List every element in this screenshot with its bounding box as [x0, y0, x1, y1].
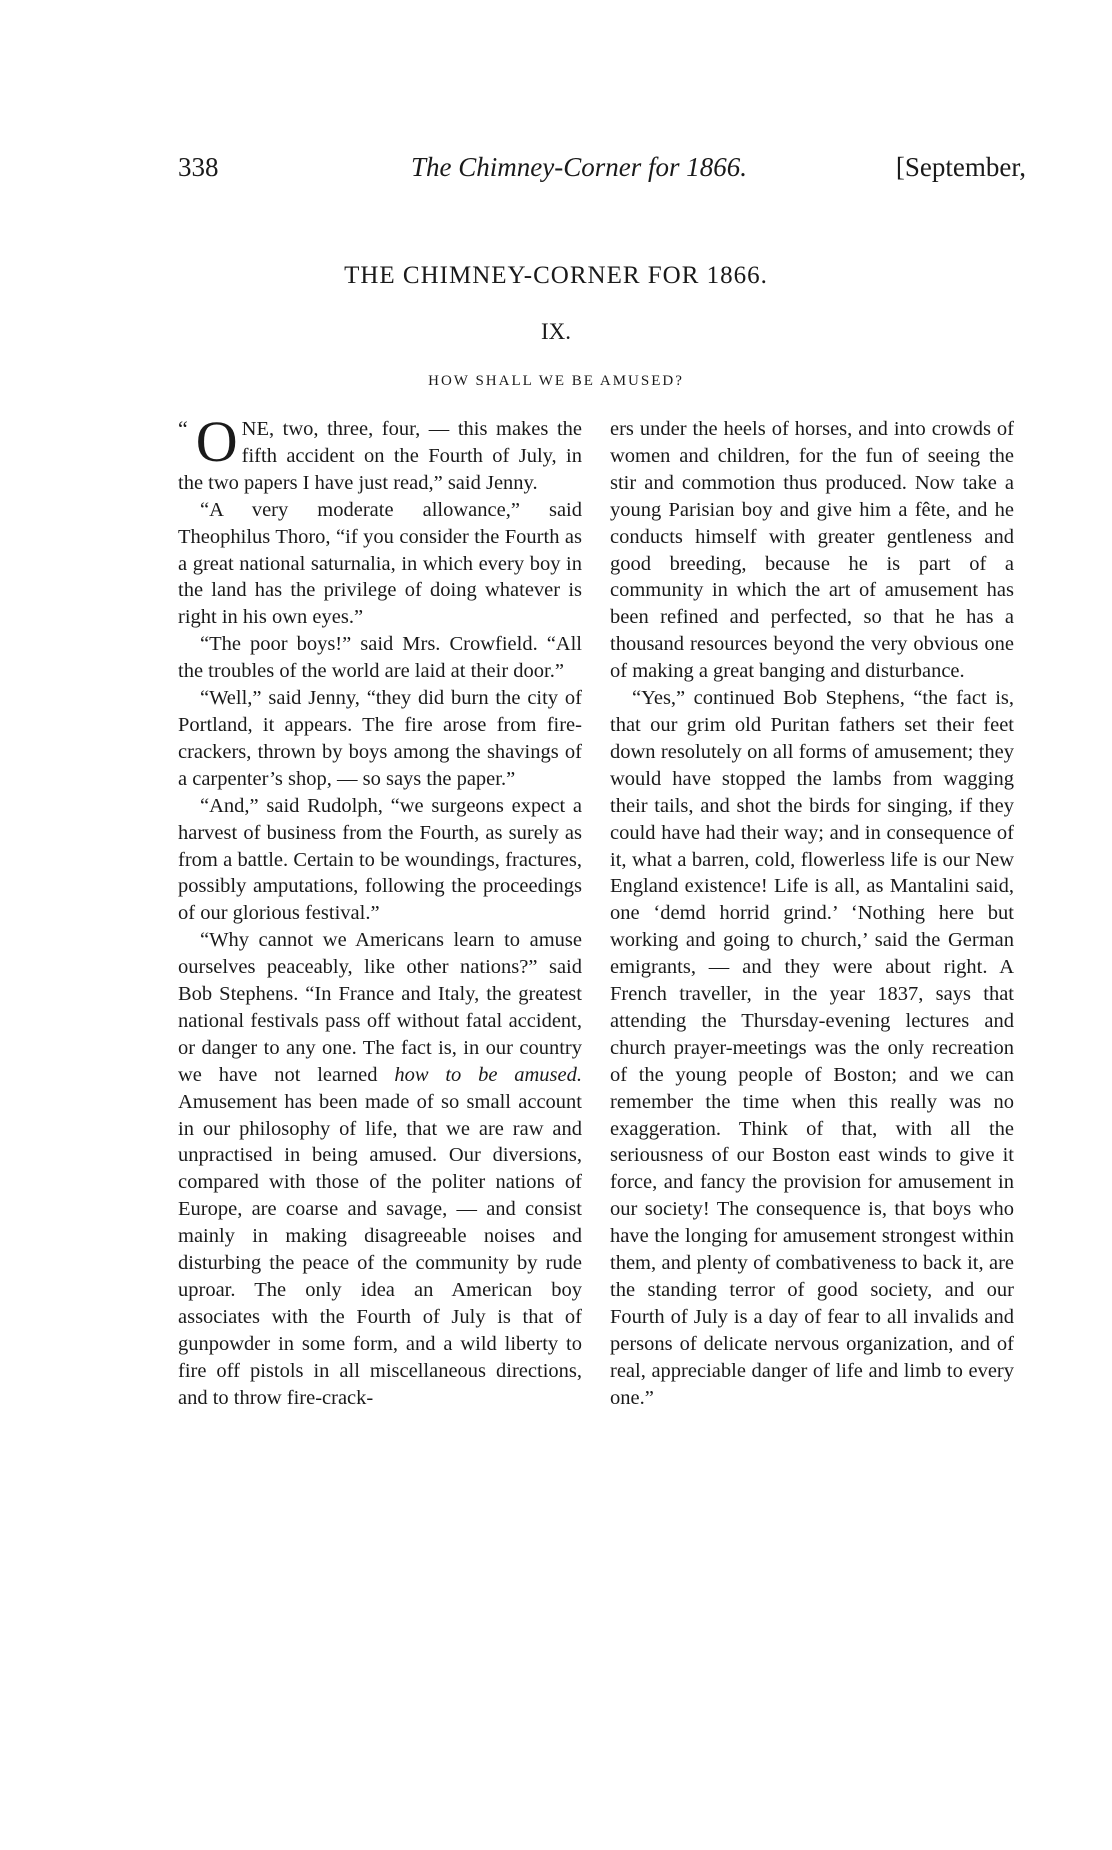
paragraph: “The poor boys!” said Mrs. Crowfield. “All the troubles of the world are laid at their door.” [178, 633, 582, 683]
running-date: [September, [895, 152, 1026, 182]
paragraph: “Yes,” continued Bob Stephens, “the fact is, that our grim old Puritan fathers set their feet down resolutely on all forms of amusement; they would have stopped the lambs from wagging their tails, and shot the birds for singing, if they could have had their way; and in consequence of it, what a barren, cold, flowerless life is our New England existence! Life is all, as Mantalini said, one ‘demd horrid grind.’ ‘Nothing here but working and going to church,’ said the German emigrants, — and they were about right. A French traveller, in the year 1837, says that attending the Thursday-evening lectures and church prayer-meetings was the only recreation of the young people of Boston; and we can remember the time when this really was no exaggeration. Think of that, with all the seriousness of our Boston east winds to give it force, and fancy the provision for amusement in our society! The consequence is, that boys who have the longing for amusement strongest within them, and plenty of combativeness to back it, are the standing terror of good society, and our Fourth of July is a day of fear to all invalids and persons of delicate nervous organization, and of real, appreciable danger of life and limb to every one.” [610, 687, 1014, 1409]
chapter-subtitle: HOW SHALL WE BE AMUSED? [428, 373, 684, 389]
article-title: THE CHIMNEY-CORNER FOR 1866. [344, 262, 768, 289]
right-column [610, 416, 1014, 1412]
running-header [178, 152, 1026, 192]
paragraph: ers under the heels of horses, and into crowds of women and children, for the fun of seeing the stir and commotion thus produced. Now take a young Parisian boy and give him a fête, and he conducts himself with greater gentleness and good breeding, because he is part of a community in which the art of amusement has been refined and perfected, so that he has a thousand resources beyond the very obvious one of making a great banging and disturbance. [610, 418, 1014, 683]
paragraph-text: “Why cannot we Americans learn to amuse ourselves peaceably, like other nations?” said Bob Stephens. “In France and Italy, the greatest national festivals pass off without fatal accident, or danger to any one. The fact is, in our country we have not learned [178, 929, 582, 1086]
paragraph [178, 409, 582, 497]
paragraph: “A very moderate allowance,” said Theophilus Thoro, “if you consider the Fourth as a great national saturnalia, in which every boy in the land has the privilege of doing whatever is right in his own eyes.” [178, 498, 582, 629]
chapter-numeral: IX. [540, 319, 572, 344]
running-title: The Chimney-Corner for 1866. [411, 152, 747, 182]
page-number: 338 [178, 152, 219, 182]
paragraph-text: NE, two, three, four, — this makes the fifth accident on the Fourth of July, in the two papers I have just read,” said Jenny. [178, 418, 582, 494]
paragraph: “Well,” said Jenny, “they did burn the city of Portland, it appears. The fire arose from fire-crackers, thrown by boys among the shavings of a carpenter’s shop, — so says the paper.” [178, 687, 582, 790]
drop-cap: O [195, 409, 238, 474]
emphasis-text: how to be amused. [394, 1063, 582, 1086]
opening-quote: “ [178, 416, 188, 441]
paragraph [178, 927, 582, 1411]
paragraph-text: Amusement has been made of so small account in our philosophy of life, that we are raw and unpractised in being amused. Our diversions, compared with those of the politer nations of Europe, are coarse and savage, — and consist mainly in making disagreeable noises and disturbing the peace of the community by rude uproar. The only idea an American boy associates with the Fourth of July is that of gunpowder in some form, and a wild liberty to fire off pistols in all miscellaneous directions, and to throw fire-crack- [178, 1090, 582, 1409]
paragraph: “And,” said Rudolph, “we surgeons expect a harvest of business from the Fourth, as surely as from a battle. Certain to be woundings, fractures, possibly amputations, following the proceedings of our glorious festival.” [178, 794, 582, 925]
left-column [178, 409, 582, 1412]
